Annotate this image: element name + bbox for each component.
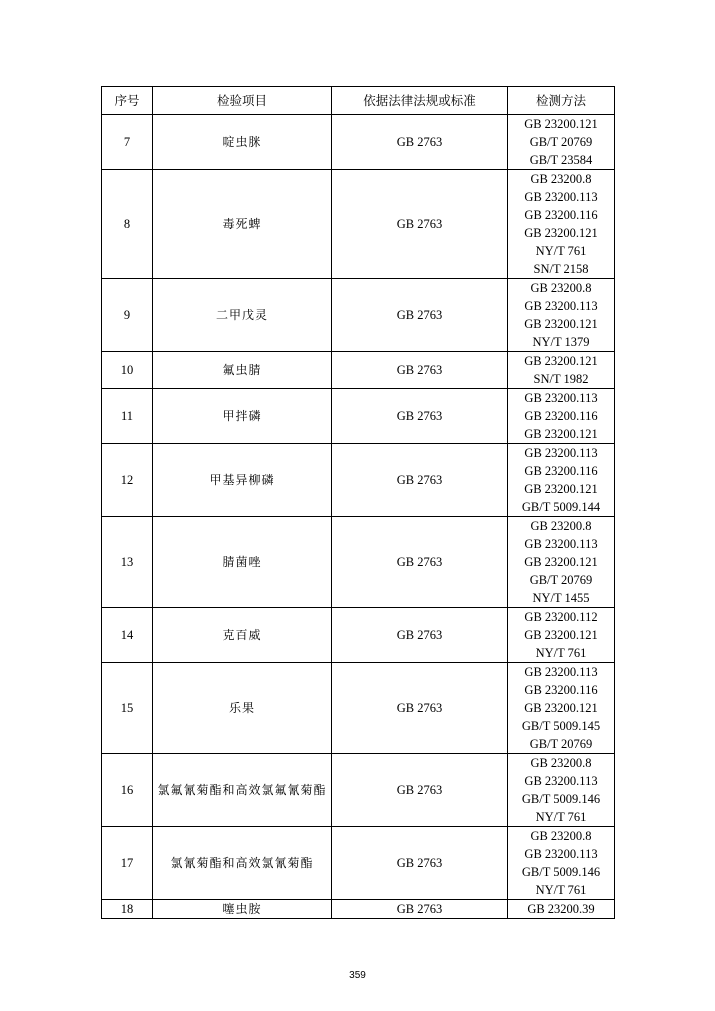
test-method-cell — [508, 900, 615, 919]
test-method-line: GB/T 20769 — [529, 737, 593, 751]
test-method-cell — [508, 517, 615, 608]
test-item-cell: 克百威 — [153, 608, 332, 663]
test-method-cell — [508, 115, 615, 170]
table-row — [102, 900, 615, 919]
test-method-line: GB 23200.121 — [524, 482, 598, 496]
test-method-line: NY/T 1455 — [532, 591, 590, 605]
test-method-line: GB 23200.113 — [524, 190, 598, 204]
test-method-line: NY/T 761 — [535, 883, 587, 897]
serial-no-cell: 13 — [102, 517, 153, 608]
serial-no-cell: 9 — [102, 279, 153, 352]
test-method-line: GB 23200.39 — [527, 902, 595, 916]
basis-cell: GB 2763 — [332, 517, 508, 608]
serial-no-cell: 16 — [102, 754, 153, 827]
test-method-line: GB 23200.113 — [524, 446, 598, 460]
test-method-cell — [508, 170, 615, 279]
basis-cell: GB 2763 — [332, 352, 508, 389]
test-method-cell — [508, 827, 615, 900]
table-row — [102, 352, 615, 389]
test-method-line: GB 23200.8 — [530, 172, 592, 186]
serial-no-cell: 7 — [102, 115, 153, 170]
test-method-line: GB 23200.121 — [524, 701, 598, 715]
test-method-line: GB/T 23584 — [529, 153, 593, 167]
table-row — [102, 115, 615, 170]
test-method-line: GB/T 5009.146 — [521, 865, 601, 879]
table-row — [102, 389, 615, 444]
basis-cell: GB 2763 — [332, 115, 508, 170]
test-item-cell: 毒死蜱 — [153, 170, 332, 279]
test-method-line: SN/T 2158 — [533, 262, 589, 276]
table-row — [102, 170, 615, 279]
test-method-line: GB 23200.121 — [524, 555, 598, 569]
basis-cell: GB 2763 — [332, 279, 508, 352]
serial-no-cell: 17 — [102, 827, 153, 900]
serial-no-cell: 14 — [102, 608, 153, 663]
test-method-line: GB/T 5009.145 — [521, 719, 601, 733]
test-method-line: GB/T 20769 — [529, 573, 593, 587]
table-row — [102, 517, 615, 608]
test-method-cell — [508, 608, 615, 663]
test-method-line: GB 23200.116 — [524, 683, 598, 697]
test-method-line: GB/T 5009.146 — [521, 792, 601, 806]
serial-no-cell: 18 — [102, 900, 153, 919]
test-method-line: GB 23200.113 — [524, 665, 598, 679]
test-method-line: GB 23200.113 — [524, 391, 598, 405]
test-method-line: GB 23200.8 — [530, 519, 592, 533]
test-method-line: GB 23200.8 — [530, 281, 592, 295]
inspection-table — [101, 86, 615, 919]
test-item-cell: 啶虫脒 — [153, 115, 332, 170]
test-method-line: GB 23200.116 — [524, 409, 598, 423]
page-number: 359 — [349, 970, 366, 981]
test-method-line: GB 23200.113 — [524, 299, 598, 313]
table-row — [102, 827, 615, 900]
table-row — [102, 608, 615, 663]
test-item-cell: 噻虫胺 — [153, 900, 332, 919]
serial-no-cell: 11 — [102, 389, 153, 444]
test-item-cell: 氯氟氰菊酯和高效氯氟氰菊酯 — [153, 754, 332, 827]
test-method-line: GB/T 5009.144 — [521, 500, 601, 514]
test-item-cell: 乐果 — [153, 663, 332, 754]
serial-no-cell: 12 — [102, 444, 153, 517]
basis-cell: GB 2763 — [332, 444, 508, 517]
basis-cell: GB 2763 — [332, 754, 508, 827]
basis-cell: GB 2763 — [332, 663, 508, 754]
test-method-line: GB 23200.116 — [524, 464, 598, 478]
test-method-line: GB/T 20769 — [529, 135, 593, 149]
test-method-cell — [508, 279, 615, 352]
test-method-line: NY/T 761 — [535, 244, 587, 258]
table-row — [102, 279, 615, 352]
test-method-line: GB 23200.113 — [524, 537, 598, 551]
test-item-cell: 甲拌磷 — [153, 389, 332, 444]
basis-cell: GB 2763 — [332, 827, 508, 900]
test-item-cell: 氯氰菊酯和高效氯氰菊酯 — [153, 827, 332, 900]
test-method-cell — [508, 754, 615, 827]
basis-cell: GB 2763 — [332, 389, 508, 444]
test-method-line: GB 23200.112 — [524, 610, 598, 624]
serial-no-cell: 15 — [102, 663, 153, 754]
test-item-cell: 氟虫腈 — [153, 352, 332, 389]
test-method-line: GB 23200.121 — [524, 117, 598, 131]
test-method-line: GB 23200.121 — [524, 226, 598, 240]
test-method-line: SN/T 1982 — [533, 372, 589, 386]
test-method-line: GB 23200.8 — [530, 756, 592, 770]
header-basis: 依据法律法规或标准 — [332, 87, 508, 115]
test-method-cell — [508, 352, 615, 389]
test-method-line: GB 23200.116 — [524, 208, 598, 222]
header-row — [102, 87, 615, 115]
table-row — [102, 663, 615, 754]
basis-cell: GB 2763 — [332, 170, 508, 279]
test-method-line: GB 23200.121 — [524, 628, 598, 642]
test-method-line: NY/T 1379 — [532, 335, 590, 349]
table-row — [102, 754, 615, 827]
test-method-cell — [508, 389, 615, 444]
basis-cell: GB 2763 — [332, 608, 508, 663]
table-row — [102, 444, 615, 517]
header-serial-no: 序号 — [102, 87, 153, 115]
test-item-cell: 腈菌唑 — [153, 517, 332, 608]
basis-cell: GB 2763 — [332, 900, 508, 919]
serial-no-cell: 10 — [102, 352, 153, 389]
serial-no-cell: 8 — [102, 170, 153, 279]
test-method-line: GB 23200.113 — [524, 774, 598, 788]
test-method-cell — [508, 663, 615, 754]
header-test-method: 检测方法 — [508, 87, 615, 115]
test-item-cell: 二甲戊灵 — [153, 279, 332, 352]
header-test-item: 检验项目 — [153, 87, 332, 115]
test-method-line: GB 23200.121 — [524, 354, 598, 368]
test-method-line: NY/T 761 — [535, 810, 587, 824]
test-method-line: GB 23200.8 — [530, 829, 592, 843]
test-method-line: GB 23200.121 — [524, 317, 598, 331]
test-method-cell — [508, 444, 615, 517]
test-method-line: GB 23200.113 — [524, 847, 598, 861]
test-item-cell: 甲基异柳磷 — [153, 444, 332, 517]
test-method-line: NY/T 761 — [535, 646, 587, 660]
test-method-line: GB 23200.121 — [524, 427, 598, 441]
table-body — [102, 115, 615, 919]
